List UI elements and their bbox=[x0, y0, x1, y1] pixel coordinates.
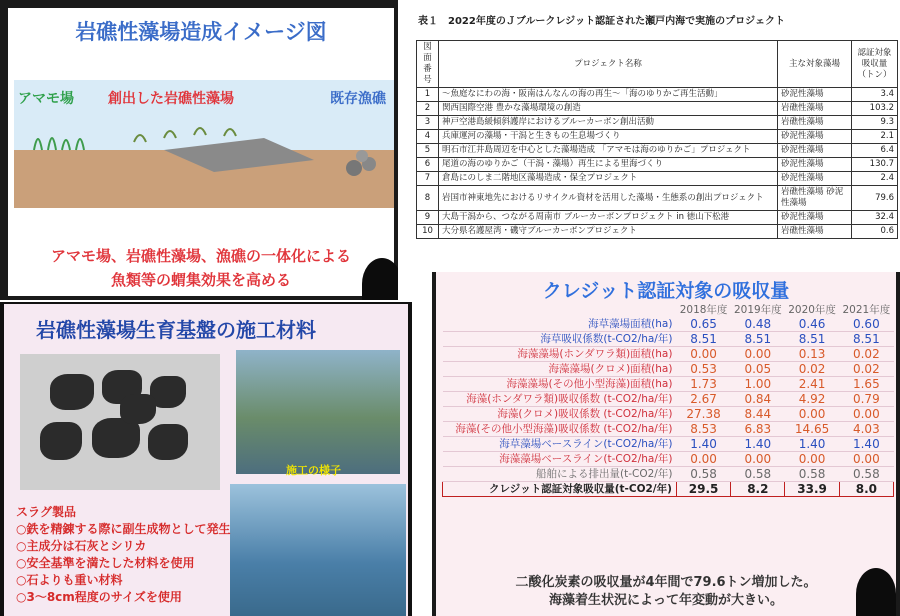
row-label: 船舶による排出量(t-CO2/年) bbox=[443, 467, 677, 482]
row-type: 岩礁性藻場 bbox=[778, 116, 852, 130]
row-value: 0.65 bbox=[676, 317, 730, 332]
row-value: 0.02 bbox=[839, 347, 893, 362]
row-value: 2.67 bbox=[676, 392, 730, 407]
header-target-bed: 主な対象藻場 bbox=[778, 41, 852, 88]
row-value: 0.84 bbox=[731, 392, 785, 407]
row-value: 0.53 bbox=[676, 362, 730, 377]
header-project-name: プロジェクト名称 bbox=[439, 41, 778, 88]
absorption-row bbox=[443, 332, 894, 347]
table-row bbox=[417, 158, 898, 172]
row-value: 1.40 bbox=[731, 437, 785, 452]
row-value: 29.5 bbox=[676, 482, 730, 497]
conclusion-text bbox=[436, 574, 896, 610]
row-name: 神戸空港島緩傾斜護岸におけるブルーカーボン創出活動 bbox=[439, 116, 778, 130]
row-value: 1.40 bbox=[785, 437, 839, 452]
row-value: 1.73 bbox=[676, 377, 730, 392]
construction-material-slide bbox=[0, 302, 412, 616]
speaker-silhouette bbox=[362, 258, 398, 300]
year-header: 2018年度 bbox=[679, 304, 728, 316]
row-value: 103.2 bbox=[852, 102, 898, 116]
header-no: 図面番号 bbox=[417, 41, 439, 88]
row-value: 79.6 bbox=[852, 186, 898, 211]
row-value: 8.51 bbox=[839, 332, 893, 347]
row-label: 海藻藻場(その他小型海藻)面積(ha) bbox=[443, 377, 677, 392]
row-value: 8.0 bbox=[839, 482, 893, 497]
row-value: 8.51 bbox=[785, 332, 839, 347]
slag-rock bbox=[40, 422, 82, 460]
absorption-row bbox=[443, 437, 894, 452]
row-label: 海藻(ホンダワラ類)吸収係数 (t-CO2/ha/年) bbox=[443, 392, 677, 407]
row-value: 1.40 bbox=[839, 437, 893, 452]
row-name: 関西国際空港 豊かな藻場環境の創造 bbox=[439, 102, 778, 116]
row-no: 1 bbox=[417, 88, 439, 102]
row-value: 0.00 bbox=[731, 452, 785, 467]
row-value: 6.4 bbox=[852, 144, 898, 158]
project-table-document bbox=[408, 0, 900, 270]
row-label: 海草藻場面積(ha) bbox=[443, 317, 677, 332]
absorption-row bbox=[443, 347, 894, 362]
row-value: 4.92 bbox=[785, 392, 839, 407]
row-name: 明石市江井島周辺を中心とした藻場造成 「アマモは海のゆりかご」プロジェクト bbox=[439, 144, 778, 158]
absorption-row bbox=[443, 467, 894, 482]
row-type: 砂泥性藻場 bbox=[778, 144, 852, 158]
absorption-row bbox=[443, 392, 894, 407]
row-value: 0.46 bbox=[785, 317, 839, 332]
table-header-row bbox=[417, 41, 898, 88]
row-value: 8.53 bbox=[676, 422, 730, 437]
row-name: ～魚庭なにわの海・阪南はんなんの海の再生～「海のゆりかご再生活動」 bbox=[439, 88, 778, 102]
row-label: 海藻藻場(クロメ)面積(ha) bbox=[443, 362, 677, 377]
row-no: 4 bbox=[417, 130, 439, 144]
row-label: 海藻(クロメ)吸収係数 (t-CO2/ha/年) bbox=[443, 407, 677, 422]
conclusion-line-2: 海藻着生状況によって年変動が大きい。 bbox=[548, 593, 783, 608]
slag-rock bbox=[92, 418, 140, 458]
list-item: ○鉄を精錬する際に副生成物として発生 bbox=[16, 522, 231, 536]
row-value: 4.03 bbox=[839, 422, 893, 437]
table-row bbox=[417, 88, 898, 102]
slide-surface bbox=[8, 8, 394, 296]
table-row bbox=[417, 186, 898, 211]
row-value: 1.40 bbox=[676, 437, 730, 452]
row-name: 大分県名護屋湾・磯守ブルーカーボンプロジェクト bbox=[439, 225, 778, 239]
row-value: 0.00 bbox=[731, 347, 785, 362]
row-value: 0.00 bbox=[839, 407, 893, 422]
absorption-row bbox=[443, 377, 894, 392]
row-value: 0.58 bbox=[785, 467, 839, 482]
absorption-row bbox=[443, 452, 894, 467]
caption-line-1: アマモ場、岩礁性藻場、漁礁の一体化による bbox=[50, 247, 351, 265]
row-value: 2.4 bbox=[852, 172, 898, 186]
row-label: 海藻(その他小型海藻)吸収係数 (t-CO2/ha/年) bbox=[443, 422, 677, 437]
row-value: 33.9 bbox=[785, 482, 839, 497]
row-type: 砂泥性藻場 bbox=[778, 172, 852, 186]
slag-rock bbox=[148, 424, 188, 460]
slide-surface bbox=[436, 272, 896, 616]
row-value: 9.3 bbox=[852, 116, 898, 130]
row-value: 3.4 bbox=[852, 88, 898, 102]
row-value: 32.4 bbox=[852, 211, 898, 225]
row-label: 海藻藻場ベースライン(t-CO2/ha/年) bbox=[443, 452, 677, 467]
material-list bbox=[16, 504, 230, 606]
aerial-coast-photo bbox=[230, 484, 406, 616]
table-row bbox=[417, 225, 898, 239]
row-value: 130.7 bbox=[852, 158, 898, 172]
row-value: 0.6 bbox=[852, 225, 898, 239]
row-type: 砂泥性藻場 bbox=[778, 158, 852, 172]
row-name: 倉島にのしま二階地区藻場造成・保全プロジェクト bbox=[439, 172, 778, 186]
row-value: 0.00 bbox=[839, 452, 893, 467]
speaker-silhouette bbox=[856, 568, 896, 616]
table-row bbox=[417, 116, 898, 130]
row-value: 0.58 bbox=[839, 467, 893, 482]
absorption-row bbox=[443, 407, 894, 422]
row-label: 海藻藻場(ホンダワラ類)面積(ha) bbox=[443, 347, 677, 362]
year-header: 2020年度 bbox=[788, 304, 836, 316]
row-no: 7 bbox=[417, 172, 439, 186]
absorption-table-body bbox=[443, 317, 894, 497]
row-value: 0.00 bbox=[676, 452, 730, 467]
table-row bbox=[417, 102, 898, 116]
row-no: 6 bbox=[417, 158, 439, 172]
absorption-row bbox=[443, 362, 894, 377]
row-type: 砂泥性藻場 bbox=[778, 130, 852, 144]
row-value: 6.83 bbox=[731, 422, 785, 437]
row-value: 0.60 bbox=[839, 317, 893, 332]
row-value: 0.05 bbox=[731, 362, 785, 377]
row-value: 8.51 bbox=[731, 332, 785, 347]
slag-rock bbox=[50, 374, 94, 410]
row-value: 0.00 bbox=[785, 407, 839, 422]
row-no: 3 bbox=[417, 116, 439, 130]
row-name: 兵庫運河の藻場・干潟と生きもの生息場づくり bbox=[439, 130, 778, 144]
row-no: 8 bbox=[417, 186, 439, 211]
absorption-row bbox=[443, 482, 894, 497]
slide-caption bbox=[8, 244, 394, 292]
row-type: 岩礁性藻場 bbox=[778, 102, 852, 116]
row-value: 1.00 bbox=[731, 377, 785, 392]
slide-title: クレジット認証対象の吸収量 bbox=[542, 280, 790, 302]
row-value: 8.51 bbox=[676, 332, 730, 347]
row-value: 8.2 bbox=[731, 482, 785, 497]
credit-absorption-slide bbox=[432, 272, 900, 616]
row-label: クレジット認証対象吸収量(t-CO2/年) bbox=[443, 482, 677, 497]
construction-site-label: 施工の様子 bbox=[286, 464, 341, 477]
caption-line-2: 魚類等の蝟集効果を高める bbox=[110, 271, 291, 289]
row-value: 0.13 bbox=[785, 347, 839, 362]
absorption-table bbox=[442, 302, 894, 497]
label-created-rocky-bed: 創出した岩礁性藻場 bbox=[108, 91, 234, 107]
construction-site-photo bbox=[236, 350, 400, 474]
slide-surface bbox=[4, 304, 408, 616]
absorption-row bbox=[443, 422, 894, 437]
row-type: 砂泥性藻場 bbox=[778, 211, 852, 225]
row-name: 尾道の海のゆりかご（干潟・藻場）再生による里海づくり bbox=[439, 158, 778, 172]
header-absorption: 認証対象吸収量（トン） bbox=[852, 41, 898, 88]
slide-title: 岩礁性藻場生育基盤の施工材料 bbox=[36, 318, 316, 342]
row-no: 2 bbox=[417, 102, 439, 116]
table-row bbox=[417, 172, 898, 186]
year-header-row bbox=[443, 302, 894, 317]
row-value: 0.79 bbox=[839, 392, 893, 407]
list-item: ○安全基準を満たした材料を使用 bbox=[16, 556, 195, 570]
row-value: 0.00 bbox=[785, 452, 839, 467]
label-existing-reef: 既存漁礁 bbox=[330, 91, 386, 107]
row-value: 0.02 bbox=[839, 362, 893, 377]
list-item: ○3～8cm程度のサイズを使用 bbox=[16, 590, 182, 604]
row-value: 14.65 bbox=[785, 422, 839, 437]
row-value: 0.00 bbox=[676, 347, 730, 362]
row-label: 海草藻場ベースライン(t-CO2/ha/年) bbox=[443, 437, 677, 452]
row-value: 1.65 bbox=[839, 377, 893, 392]
row-value: 0.48 bbox=[731, 317, 785, 332]
row-no: 5 bbox=[417, 144, 439, 158]
row-value: 0.58 bbox=[676, 467, 730, 482]
row-type: 岩礁性藻場 砂泥性藻場 bbox=[778, 186, 852, 211]
row-no: 9 bbox=[417, 211, 439, 225]
absorption-row bbox=[443, 317, 894, 332]
row-label: 海草吸収係数(t-CO2/ha/年) bbox=[443, 332, 677, 347]
list-item: ○主成分は石灰とシリカ bbox=[16, 539, 147, 553]
row-type: 砂泥性藻場 bbox=[778, 88, 852, 102]
list-item: ○石よりも重い材料 bbox=[16, 573, 123, 587]
slag-rock bbox=[120, 394, 156, 424]
conclusion-line-1: 二酸化炭素の吸収量が4年間で79.6トン増加した。 bbox=[515, 575, 817, 590]
row-value: 2.1 bbox=[852, 130, 898, 144]
row-value: 8.44 bbox=[731, 407, 785, 422]
slag-rocks-photo bbox=[20, 354, 220, 490]
row-value: 0.58 bbox=[731, 467, 785, 482]
header-blank bbox=[443, 302, 677, 317]
table-caption: 表１ 2022年度のＪブルークレジット認証された瀬戸内海で実施のプロジェクト bbox=[418, 16, 785, 27]
row-value: 0.02 bbox=[785, 362, 839, 377]
table-row bbox=[417, 144, 898, 158]
row-value: 27.38 bbox=[676, 407, 730, 422]
row-name: 岩国市神東地先におけるリサイクル資材を活用した藻場・生態系の創出プロジェクト bbox=[439, 186, 778, 211]
table-row bbox=[417, 211, 898, 225]
row-value: 2.41 bbox=[785, 377, 839, 392]
year-header: 2021年度 bbox=[842, 304, 891, 316]
list-item: スラグ製品 bbox=[16, 505, 77, 519]
table-row bbox=[417, 130, 898, 144]
slide-title: 岩礁性藻場造成イメージ図 bbox=[75, 20, 327, 44]
row-name: 大島干潟から、つながる周南市 ブルーカーボンプロジェクト in 徳山下松港 bbox=[439, 211, 778, 225]
row-type: 岩礁性藻場 bbox=[778, 225, 852, 239]
year-header: 2019年度 bbox=[733, 304, 782, 316]
label-seagrass-bed: アマモ場 bbox=[18, 91, 74, 107]
seaweed-bed-image-slide bbox=[0, 0, 398, 300]
project-table bbox=[416, 40, 898, 239]
row-no: 10 bbox=[417, 225, 439, 239]
